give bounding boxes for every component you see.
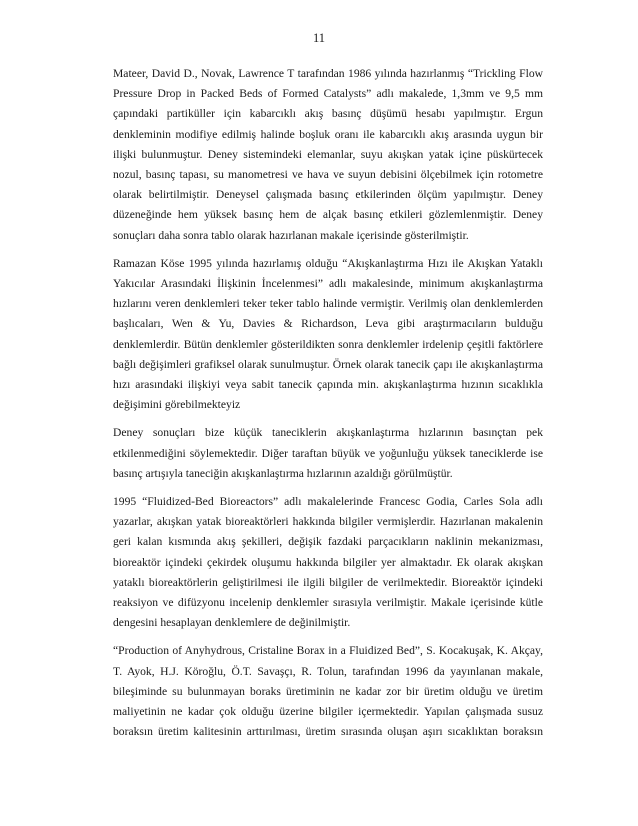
paragraph-borax: “Production of Anyhydrous, Cristaline Borax in a Fluidized Bed”, S. Kocakuşak, K. Akçay, T. Ayok, H.J. Köroğlu, Ö.T. Savaşçı, R. Tolun, tarafından 1996 da yayınlanan makale, bileşiminde su bulunmayan boraks üretiminin ne kadar zor bir üretim olduğu ve üretim maliyetinin ne kadar çok olduğu üzerine bilgiler içermektedir. Yapılan çalışmada susuz boraksın üretim kalitesinin arttırılması, üretim sırasında oluşan aşırı sıcaklıktan boraksın: [113, 644, 543, 739]
paragraph-mateer: Mateer, David D., Novak, Lawrence T tarafından 1986 yılında hazırlanmış “Trickling Flow Pressure Drop in Packed Beds of Formed Catalysts” adlı makalede, 1,3mm ve 9,5 mm çapındaki partiküller için kabarcıklı akış basınç düşümü hesabı yapılmıştır. Ergun denkleminin modifiye edilmiş halinde boşluk oranı ile kabarcıklı akış arasında uygun bir ilişki bulunmuştur. Deney sistemindeki elemanlar, suyu akışkan yatak içine püskürtecek nozul, basınç tapası, su manometresi ve hava ve suyun debisini ölçebilmek için rotometre olarak belirtilmiştir. Deneysel çalışmada basınç etkilerinden ölçüm yapılmıştır. Deney düzeneğinde hem yüksek basınç hem de alçak basınç etkileri gözlemlenmiştir. Deney sonuçları daha sonra tablo olarak hazırlanan makale içerisinde gösterilmiştir.: [113, 67, 543, 242]
body-text: [113, 64, 543, 743]
paragraph-deney-sonuclari: Deney sonuçları bize küçük taneciklerin akışkanlaştırma hızlarının basınçtan pek etkilenmediğini söylemektedir. Diğer taraftan büyük ve yoğunluğu yüksek taneciklerde ise basınç artışıyla taneciğin akışkanlaştırma hızlarının azaldığı görülmüştür.: [113, 426, 543, 480]
paragraph-bioreactors: 1995 “Fluidized-Bed Bioreactors” adlı makalelerinde Francesc Godia, Carles Sola adlı yazarlar, akışkan yatak bioreaktörleri hakkında bilgiler vermişlerdir. Hazırlanan makalenin geri kalan kısmında akış şekilleri, değişik fazdaki parçacıkların naklinin mekanizması, bioreaktör içindeki çekirdek oluşumu hakkında bilgiler yer almaktadır. Ek olarak akışkan yataklı bioreaktörlerin geliştirilmesi ile ilgili bilgiler de verilmektedir. Bioreaktör içindeki reaksiyon ve difüzyonu incelenip denklemler sırasıyla verilmiştir. Makale içerisinde kütle dengesini hesaplayan denklemlere de değinilmiştir.: [113, 495, 543, 630]
page-number: 11: [312, 31, 326, 45]
paragraph-kose: Ramazan Köse 1995 yılında hazırlamış olduğu “Akışkanlaştırma Hızı ile Akışkan Yataklı Yakıcılar Arasındaki İlişkinin İncelenmesi” adlı makalesinde, minimum akışkanlaştırma hızlarını veren denklemleri teker teker tablo halinde vermiştir. Verilmiş olan denklemlerden başlıcaları, Wen & Yu, Davies & Richardson, Leva gibi araştırmacıların bulduğu denklemlerdir. Bütün denklemler gösterildikten sonra denklemler irdelenip çeşitli faktörlere bağlı değişimleri grafiksel olarak sunulmuştur. Örnek olarak tanecik çapı ile akışkanlaştırma hızı arasındaki ilişkiyi veya sabit tanecik çapında min. akışkanlaştırma hızının sıcaklıkla değişimini görebilmekteyiz: [113, 256, 543, 412]
